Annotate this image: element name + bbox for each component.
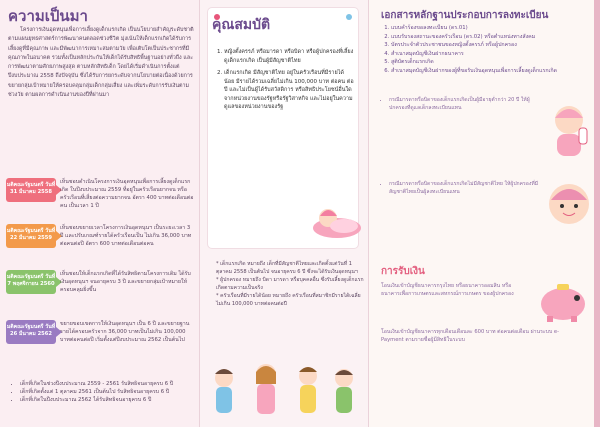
documents-title: เอกสารหลักฐานประกอบการลงทะเบียน [381,10,549,21]
phase-3-tag: มติคณะรัฐมนตรี วันที่ 7 พฤศจิกายน 2560 [6,270,56,294]
payment-text-1: โอนเงินเข้าบัญชีธนาคารกรุงไทย หรือธนาคารออมสิน หรือธนาคารเพื่อการเกษตรและสหกรณ์การเกษตร ของผู้ปกครอง [381,283,514,298]
document-note: • กรณีมารดาหรือบิดาของเด็กแรกเกิดเป็นผู้มีอายุต่ำกว่า 20 ปี ให้ผู้ปกครองที่ดูแลเด็กลงทะเบียนแทน [389,96,544,113]
document-note: • กรณีมารดาหรือบิดาของเด็กแรกเกิดไม่มีสัญชาติไทย ให้ผู้ปกครองที่มีสัญชาติไทยเป็นผู้ลงทะเบียนแทน [389,180,544,197]
baby-bottle-icon [545,100,595,160]
sleeping-baby-icon [310,196,364,240]
document-item: 3. บัตรประจำตัวประชาชนของหญิงตั้งครรภ์ หรือผู้ปกครอง [391,41,600,50]
document-item: 4. สำเนาสมุดบัญชีเงินฝากธนาคาร [391,50,600,59]
document-item: 5. สูติบัตรเด็กแรกเกิด [391,58,600,67]
qualification-item: 1. หญิงตั้งครรภ์ หรือมารดา หรือบิดา หรือผู้ปกครองที่เลี้ยงดูเด็กแรกเกิด เป็นผู้มีสัญชาติไทย [224,48,354,65]
qualification-title: คุณสมบัติ [212,17,271,33]
history-title: ความเป็นมา [8,7,88,25]
definition-notes [210,260,366,308]
definition-note: * ครัวเรือนที่มีรายได้น้อย หมายถึง ครัวเรือนที่สมาชิกมีรายได้เฉลี่ยไม่เกิน 100,000 บาทต่อคนต่อปี [216,292,366,308]
phase-3-text: เห็นชอบให้เด็กแรกเกิดที่ได้รับสิทธิตามโครงการเดิม ได้รับเงินอุดหนุนฯ จนอายุครบ 3 ปี และขยายกลุ่มเป้าหมายให้ครอบคลุมยิ่งขึ้น [60,271,191,293]
document-note-2 [381,180,544,197]
document-item: 2. แบบรับรองสถานะของครัวเรือน (ดร.02) หรือตำแหน่งทางสังคม [391,33,600,42]
qualification-panel [200,0,368,427]
document-note-1 [381,96,544,113]
piggy-bank-icon [537,276,589,324]
history-bullet: • เด็กที่เกิดในปีงบประมาณ 2562 ได้รับสิทธิจนอายุครบ 6 ปี [20,396,200,404]
document-item: 1. แบบคำร้องขอลงทะเบียน (ดร.01) [391,24,600,33]
definition-note: * ผู้ปกครอง หมายถึง บิดา มารดา หรือบุคคลอื่น ซึ่งรับเลี้ยงดูเด็กแรกเกิดตามความเป็นจริง [216,276,366,292]
payment-text-2: โอนเงินเข้าบัญชีธนาคารทุกเดือนเดือนละ 600 บาท ต่อคนต่อเดือน ผ่านระบบ e-Payment ตามรายชื่อผู้มีสิทธิในระบบ [381,329,559,344]
family-illustration-icon [204,360,364,424]
phase-4-tag: มติคณะรัฐมนตรี วันที่ 26 มีนาคม 2562 [6,320,56,344]
payment-title: การรับเงิน [381,266,425,277]
history-bullets [14,380,200,404]
phase-2-text: เห็นชอบขยายเวลาโครงการเงินอุดหนุนฯ เป็นระยะเวลา 3 ปี และปรับเกณฑ์รายได้ครัวเรือนเป็น ไม่เกิน 36,000 บาทต่อคนต่อปี อัตรา 600 บาทต่อเดือนต่อคน [60,225,192,247]
documents-panel [368,0,600,427]
history-intro: โครงการเงินอุดหนุนเพื่อการเลี้ยงดูเด็กแรกเกิด เป็นนโยบายสำคัญระดับชาติตามแผนยุทธศาสตร์การพัฒนาคนตลอดช่วงชีวิต มุ่งเน้นให้เด็กแรกเกิดได้รับการเลี้ยงดูที่มีคุณภาพ และมีพัฒนาการเหมาะสมตามวัย เพื่อเติบโตเป็นประชากรที่มีคุณภาพในอนาคต รวมทั้งเป็นหลักประกันให้เด็กได้รับสิทธิพื้นฐานอย่างทั่วถึง และการพัฒนาตามศักยภาพสูงสุด ตามหลักสิทธิเด็ก โดยได้เริ่มดำเนินการตั้งแต่ปีงบประมาณ 2558 ถึงปัจจุบัน ซึ่งได้รับการยกระดับจากนโยบายต่อเนื่องด้วยการขยายกลุ่มเป้าหมายให้ครอบคลุมกลุ่มเด็กกลุ่มเสี่ยง และเพิ่มระดับการรับเงินตามช่วงวัย ตามผลการดำเนินงานของปีที่ผ่านมา [8,27,194,99]
phase-1-text: เห็นชอบดำเนินโครงการเงินอุดหนุนเพื่อการเลี้ยงดูเด็กแรกเกิด ในปีงบประมาณ 2559 ที่อยู่ในครัวเรือนยากจน หรือครัวเรือนที่เสี่ยงต่อความยากจน อัตรา 400 บาทต่อเดือนต่อคน เป็นเวลา 1 ปี [60,179,194,209]
definition-note: * เด็กแรกเกิด หมายถึง เด็กที่มีสัญชาติไทยและเกิดตั้งแต่วันที่ 1 ตุลาคม 2558 เป็นต้นไป จนอายุครบ 6 ปี ซึ่งจะได้รับเงินอุดหนุนฯ [216,260,366,276]
history-panel [0,0,200,427]
phase-1-tag: มติคณะรัฐมนตรี วันที่ 31 มีนาคม 2558 [6,178,56,202]
phase-4-text: ขยายขอบเขตการให้เงินอุดหนุนฯ เป็น 6 ปี และขยายฐานรายได้ครอบครัวจาก 36,000 บาทเป็นไม่เกิน 100,000 บาทต่อคนต่อปี เริ่มตั้งแต่ปีงบประมาณ 2562 เป็นต้นไป [60,321,190,343]
pin-icon [346,14,352,20]
qualification-item: 2. เด็กแรกเกิด มีสัญชาติไทย อยู่ในครัวเรือนที่มีรายได้น้อย มีรายได้รวมเฉลี่ยไม่เกิน 100,000 บาท ต่อคน ต่อปี และไม่เป็นผู้ได้รับสวัสดิการ หรือสิทธิประโยชน์อื่นใดจากหน่วยงานของรัฐหรือรัฐวิสาหกิจ และไม่อยู่ในความดูแลของหน่วยงานของรัฐ [224,69,354,112]
qualification-list [214,48,354,116]
baby-face-icon [545,180,593,228]
documents-list [383,24,600,75]
history-bullet: • เด็กที่เกิดตั้งแต่ 1 ตุลาคม 2561 เป็นต้นไป รับสิทธิจนอายุครบ 6 ปี [20,388,200,396]
decorative-stripe [594,0,600,427]
history-bullet: • เด็กที่เกิดในช่วงปีงบประมาณ 2559 - 2561 รับสิทธิจนอายุครบ 6 ปี [20,380,200,388]
phase-2-tag: มติคณะรัฐมนตรี วันที่ 22 มีนาคม 2559 [6,224,56,248]
document-item: 6. สำเนาสมุดบัญชีเงินฝากของผู้ที่ขอรับเงินอุดหนุนเพื่อการเลี้ยงดูเด็กแรกเกิด [391,67,600,76]
